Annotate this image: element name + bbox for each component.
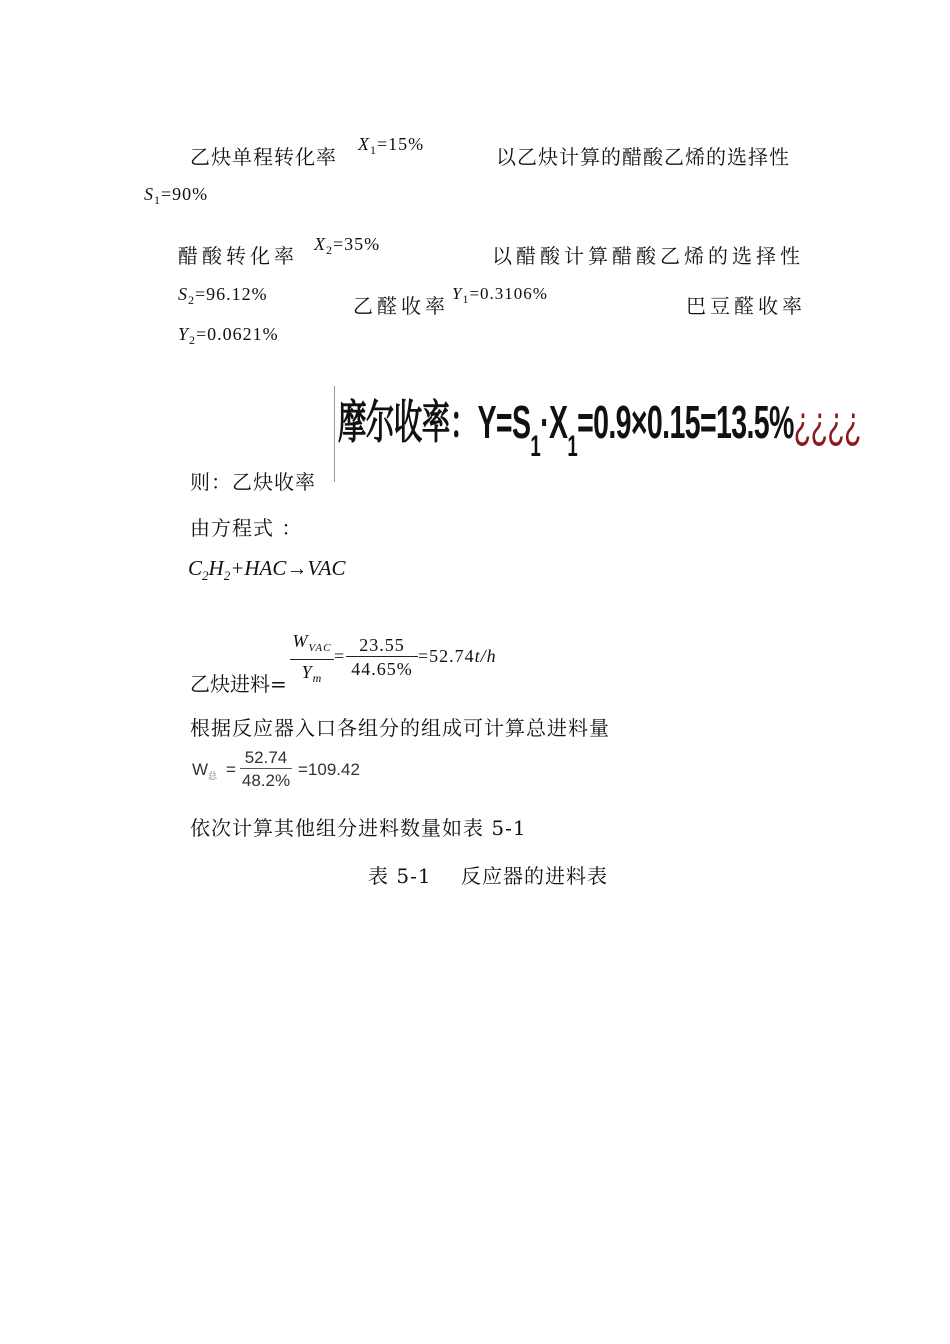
s1-formula: $S_1=90\%$: [144, 184, 209, 207]
feed-fraction-2: 23.55 44.65%: [346, 634, 418, 681]
total-equals: =: [226, 760, 236, 779]
equation-intro: 由方程式 ：: [190, 516, 303, 540]
x2-formula: $X_2=35\%$: [314, 234, 381, 257]
molar-yield-formula: 摩尔收率：$Y=S_1\cdot X_1=0.9\times 0.15=13.5\%¿¿¿¿$: [338, 396, 861, 463]
total-result: =109.42: [298, 760, 360, 779]
other-components-text: 依次计算其他组分进料数量如表 5-1: [190, 816, 527, 840]
selectivity-label: 以乙炔计算的醋酸乙烯的选择性: [496, 145, 790, 169]
acetic-conversion-label: 醋酸转化率: [178, 244, 298, 268]
total-fraction: 52.74 48.2%: [241, 748, 291, 790]
conversion-label: 乙炔单程转化率: [190, 145, 337, 169]
feed-equals: =: [334, 646, 346, 666]
total-feed-intro: 根据反应器入口各组分的组成可计算总进料量: [190, 716, 610, 740]
acetic-selectivity-label: 以醋酸计算醋酸乙烯的选择性: [492, 244, 804, 268]
y2-formula: $Y_2=0.0621\%$: [178, 324, 279, 347]
feed-result: =52.74t/h: [418, 646, 497, 666]
table-caption: 表 5-1 反应器的进料表: [368, 864, 608, 888]
y1-formula: $Y_1=0.3106\%$: [452, 284, 548, 306]
feed-fraction-1: $W_{VAC}$ $Y_m$: [290, 630, 334, 690]
reaction-equation: $C_2H_2+HAC\to VAC$: [188, 556, 346, 583]
total-w: $W_总$: [192, 760, 218, 781]
x1-formula: $X_1=15\%$: [358, 134, 425, 157]
acetaldehyde-yield-label: 乙醛收率: [353, 294, 449, 318]
feed-label: 乙炔进料=: [190, 672, 287, 696]
crotonaldehyde-yield-label: 巴豆醛收率: [686, 294, 806, 318]
s2-formula: $S_2=96.12\%$: [178, 284, 268, 307]
garbled-chars: ¿¿¿¿: [793, 396, 861, 448]
acetylene-yield-label: 则：乙炔收率: [190, 470, 316, 494]
formula-bracket: [334, 386, 335, 482]
